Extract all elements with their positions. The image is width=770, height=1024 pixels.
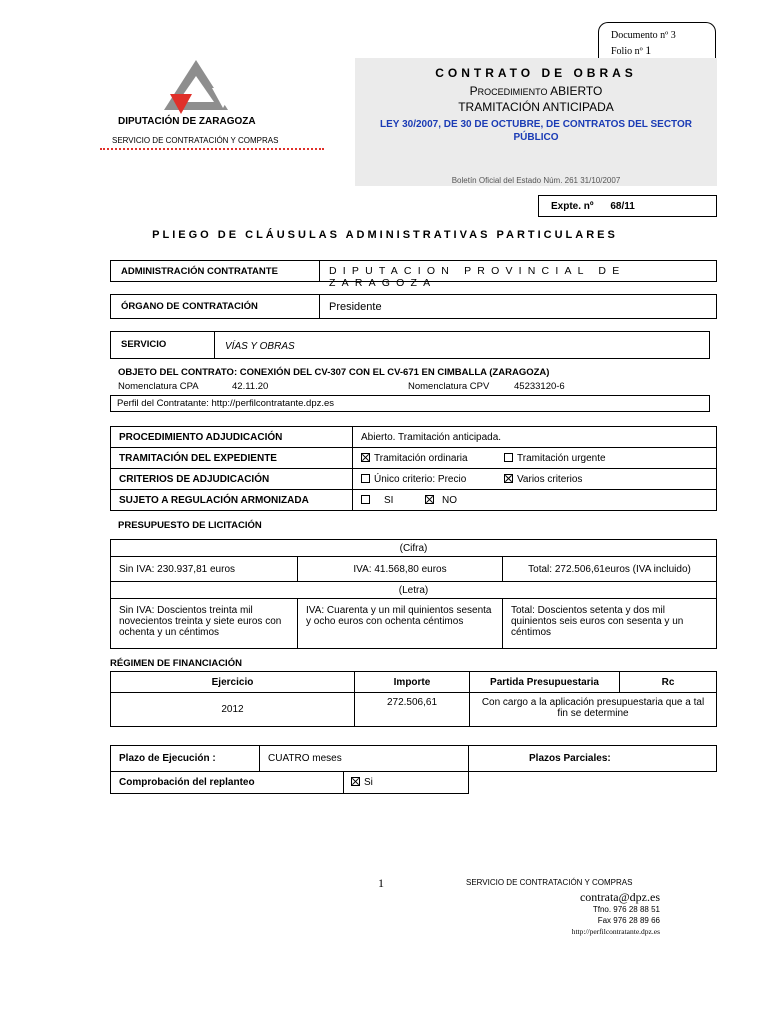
perfil-box (110, 395, 710, 412)
importe-value: 272.506,61 (355, 693, 470, 727)
admin-label: ADMINISTRACIÓN CONTRATANTE (121, 266, 278, 277)
expte-box (538, 195, 717, 217)
footer-tfno: Tfno. 976 28 88 51 (592, 905, 660, 914)
checkbox-no[interactable] (425, 495, 434, 504)
replanteo-value: Si (351, 777, 373, 788)
plazo-value: CUATRO meses (260, 746, 469, 772)
logo-title: DIPUTACIÓN DE ZARAGOZA (118, 116, 256, 127)
total-cifra: Total: 272.506,61euros (IVA incluido) (503, 557, 717, 582)
header-ejercicio: Ejercicio (111, 672, 355, 693)
proc-row3-options (353, 469, 717, 490)
header-rc: Rc (620, 672, 717, 693)
expte-value: 68/11 (610, 201, 635, 212)
perfil-link[interactable]: Perfil del Contratante: http://perfilcontratante.dpz.es (117, 398, 335, 409)
cpv-value: 45233120-6 (514, 381, 565, 392)
checkbox-unico[interactable] (361, 474, 370, 483)
footer-email: contrata@dpz.es (579, 890, 660, 904)
admin-value: DIPUTACION PROVINCIAL DE ZARAGOZA (329, 265, 626, 289)
cifra-label: (Cifra) (111, 540, 717, 557)
divider (343, 772, 344, 793)
proc-row2-options (353, 448, 717, 469)
total-letra: Total: Doscientos setenta y dos mil quinientos seis euros con sesenta y un céntimos (503, 599, 717, 649)
varios-label: Varios criterios (517, 473, 583, 485)
financiacion-title: RÉGIMEN DE FINANCIACIÓN (110, 658, 242, 669)
document-number: Documento nº 3 (611, 30, 676, 41)
presupuesto-table (110, 539, 717, 649)
checkbox-ordinaria[interactable] (361, 453, 370, 462)
organo-value: Presidente (329, 301, 382, 313)
si-label: SI (384, 494, 394, 506)
folio-number: Folio nº 1 (611, 43, 652, 57)
contract-title: CONTRATO DE OBRAS (435, 66, 637, 80)
servicio-label: SERVICIO (121, 339, 167, 350)
plazo-table (110, 745, 717, 794)
unico-label: Único criterio: Precio (374, 473, 467, 485)
plazos-parciales-label: Plazos Parciales: (469, 746, 717, 772)
footer-url[interactable]: http://perfilcontratante.dpz.es (571, 927, 660, 936)
proc-row4-label: SUJETO A REGULACIÓN ARMONIZADA (111, 490, 353, 511)
servicio-value: VÍAS Y OBRAS (225, 341, 295, 352)
proc-row3-label: CRITERIOS DE ADJUDICACIÓN (111, 469, 353, 490)
organo-row (110, 294, 717, 319)
document-title: PLIEGO DE CLÁUSULAS ADMINISTRATIVAS PARTICULARES (152, 229, 618, 241)
cpa-value: 42.11.20 (232, 381, 269, 392)
document-number-box (598, 22, 716, 60)
checkbox-urgente[interactable] (504, 453, 513, 462)
letra-label: (Letra) (111, 582, 717, 599)
law-reference: LEY 30/2007, DE 30 DE OCTUBRE, DE CONTRATOS DEL SECTOR PÚBLICO (380, 119, 692, 143)
objeto-title: OBJETO DEL CONTRATO: CONEXIÓN DEL CV-307 CON EL CV-671 EN CIMBALLA (ZARAGOZA) (118, 367, 550, 378)
sin-iva-cifra: Sin IVA: 230.937,81 euros (111, 557, 298, 582)
checkbox-replanteo[interactable] (351, 777, 360, 786)
proc-row1-value: Abierto. Tramitación anticipada. (353, 427, 717, 448)
cpv-label: Nomenclatura CPV (408, 381, 490, 392)
divider (319, 261, 320, 281)
header-partida: Partida Presupuestaria (470, 672, 620, 693)
ordinaria-label: Tramitación ordinaria (374, 452, 468, 464)
financiacion-table (110, 671, 717, 727)
urgente-label: Tramitación urgente (517, 452, 606, 464)
iva-cifra: IVA: 41.568,80 euros (298, 557, 503, 582)
proc-row1-label: PROCEDIMIENTO ADJUDICACIÓN (111, 427, 353, 448)
page-number: 1 (378, 876, 384, 890)
diputacion-logo (148, 60, 248, 120)
no-label: NO (442, 494, 457, 506)
header-box (355, 58, 717, 186)
logo-underline (100, 148, 324, 152)
proc-row2-label: TRAMITACIÓN DEL EXPEDIENTE (111, 448, 353, 469)
empty-cell (469, 772, 717, 794)
logo-service: SERVICIO DE CONTRATACIÓN Y COMPRAS (112, 136, 279, 145)
organo-label: ÓRGANO DE CONTRATACIÓN (121, 301, 258, 312)
checkbox-varios[interactable] (504, 474, 513, 483)
tramitacion-line: TRAMITACIÓN ANTICIPADA (458, 100, 614, 114)
ejercicio-value: 2012 (111, 693, 355, 727)
footer-service: SERVICIO DE CONTRATACIÓN Y COMPRAS (466, 878, 633, 887)
replanteo-label: Comprobación del replanteo Si (111, 772, 469, 794)
procedure-table (110, 426, 717, 511)
admin-row (110, 260, 717, 289)
divider (319, 295, 320, 318)
partida-value: Con cargo a la aplicación presupuestaria que a tal fin se determine (470, 693, 717, 727)
boe-reference: Boletín Oficial del Estado Núm. 261 31/10/2007 (451, 176, 621, 185)
footer-fax: Fax 976 28 89 66 (597, 916, 660, 925)
procedure-line: PROCEDIMIENTO ABIERTO (469, 84, 603, 98)
iva-letra: IVA: Cuarenta y un mil quinientos sesenta y ocho euros con ochenta céntimos (298, 599, 503, 649)
header-importe: Importe (355, 672, 470, 693)
servicio-row (110, 331, 710, 359)
divider (214, 332, 215, 358)
sin-iva-letra: Sin IVA: Doscientos treinta mil novecientos treinta y siete euros con ochenta y un céntimos (111, 599, 298, 649)
checkbox-si[interactable] (361, 495, 370, 504)
proc-row4-options (353, 490, 717, 511)
expte-label: Expte. nº (551, 201, 594, 212)
presupuesto-title: PRESUPUESTO DE LICITACIÓN (118, 520, 262, 531)
plazo-label: Plazo de Ejecución : (111, 746, 260, 772)
cpa-label: Nomenclatura CPA (118, 381, 199, 392)
